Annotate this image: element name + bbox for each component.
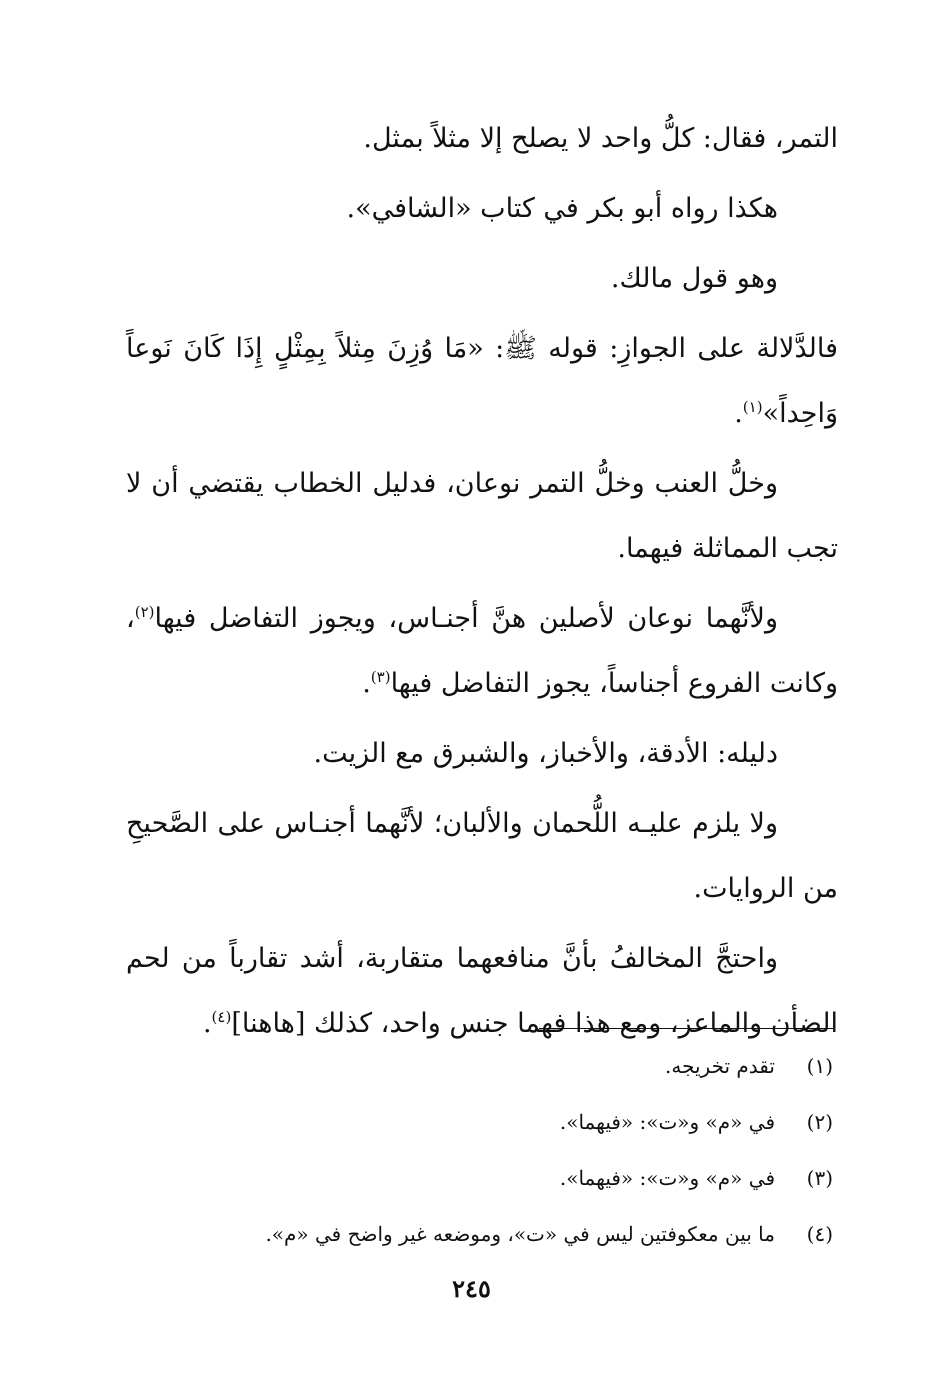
footnote-item <box>143 1158 833 1214</box>
paragraph-1 <box>126 106 838 171</box>
paragraph-7 <box>126 721 838 786</box>
footnotes <box>143 1046 833 1270</box>
footnote-number: (٢) <box>806 1110 833 1134</box>
paragraph-6-text: ولأنَّهما نوعان لأصلين هنَّ أجنـاس، ويجوز التفاضل فيها <box>154 603 778 634</box>
paragraph-6-end: . <box>362 668 371 699</box>
paragraph-6 <box>126 586 838 716</box>
footnote-number: (٣) <box>806 1166 833 1190</box>
footnote-text: في «م» و«ت»: «فيهما». <box>559 1110 775 1134</box>
paragraph-9-text: واحتجَّ المخالفُ بأنَّ منافعهما متقاربة، أشد تقارباً من لحم الضأن والماعز، ومع هذا فهما جنس واحد، كذلك [هاهنا] <box>126 943 838 1039</box>
footnote-ref-3[interactable]: (٣) <box>370 668 391 686</box>
footnote-separator <box>539 1028 833 1029</box>
paragraph-1-text: التمر، فقال: كلُّ واحد لا يصلح إلا مثلاً بمثل. <box>363 123 838 154</box>
footnote-ref-4[interactable]: (٤) <box>211 1008 232 1026</box>
paragraph-5-text: وخلُّ العنب وخلُّ التمر نوعان، فدليل الخطاب يقتضي أن لا تجب المماثلة فيهما. <box>126 468 838 564</box>
paragraph-2-text: هكذا رواه أبو بكر في كتاب «الشافي». <box>346 193 778 224</box>
paragraph-9-end: . <box>202 1008 212 1039</box>
paragraph-4 <box>126 316 838 446</box>
footnote-text: في «م» و«ت»: «فيهما». <box>559 1166 775 1190</box>
paragraph-4-end: . <box>734 398 743 429</box>
footnote-item <box>143 1102 833 1158</box>
paragraph-7-text: دليله: الأدقة، والأخباز، والشبرق مع الزيت. <box>313 738 778 769</box>
footnote-ref-1[interactable]: (١) <box>742 398 763 416</box>
page-number: ٢٤٥ <box>452 1274 491 1303</box>
footnote-number: (٤) <box>806 1222 833 1246</box>
paragraph-3 <box>126 246 838 311</box>
footnote-text: ما بين معكوفتين ليس في «ت»، وموضعه غير واضح في «م». <box>265 1222 775 1246</box>
paragraph-6-mid: ، وكانت الفروع أجناساً، يجوز التفاضل فيها <box>126 603 838 699</box>
footnote-item <box>143 1214 833 1270</box>
paragraph-3-text: وهو قول مالك. <box>610 263 778 294</box>
footnote-text: تقدم تخريجه. <box>665 1054 775 1078</box>
paragraph-8 <box>126 791 838 921</box>
main-text <box>126 106 838 1061</box>
paragraph-5 <box>126 451 838 581</box>
paragraph-2 <box>126 176 838 241</box>
paragraph-9 <box>126 926 838 1056</box>
footnote-number: (١) <box>806 1054 833 1078</box>
footnote-item <box>143 1046 833 1102</box>
paragraph-8-text: ولا يلزم عليـه اللُّحمان والألبان؛ لأنَّهما أجنـاس على الصَّحيحِ من الروايات. <box>126 808 838 904</box>
paragraph-4-text: فالدَّلالة على الجوازِ: قوله ﷺ: «مَا وُزِنَ مِثلاً بِمِثْلٍ إِذَا كَانَ نَوعاً وَاحِداً» <box>126 333 838 429</box>
footnote-ref-2[interactable]: (٢) <box>134 603 155 621</box>
